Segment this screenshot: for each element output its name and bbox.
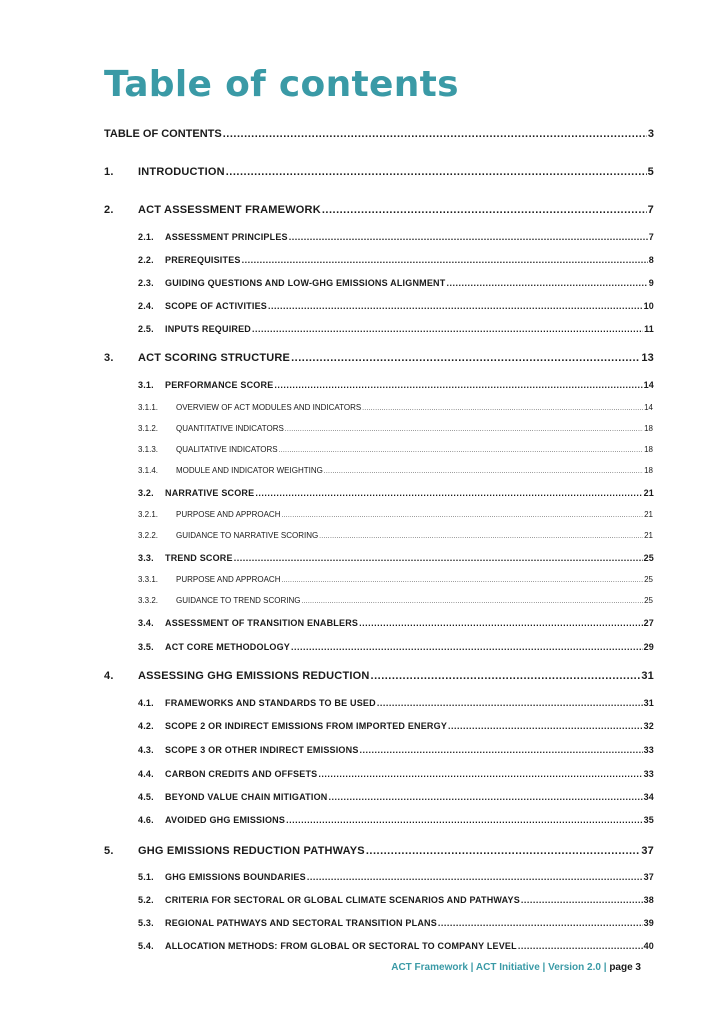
- toc-entry[interactable]: [138, 642, 654, 652]
- toc-entry-number: 4.4.: [138, 769, 154, 779]
- toc-entry-page: 14: [644, 403, 653, 412]
- toc-entry[interactable]: [138, 575, 653, 584]
- toc-leader-dots: [223, 128, 647, 140]
- toc-leader-dots: [279, 448, 643, 454]
- toc-entry-label: PURPOSE AND APPROACH: [176, 575, 281, 584]
- toc-entry-label: ASSESSMENT OF TRANSITION ENABLERS: [165, 618, 359, 628]
- toc-entry[interactable]: [138, 815, 654, 825]
- toc-entry[interactable]: [104, 204, 654, 216]
- toc-entry-number: 5.2.: [138, 895, 154, 905]
- toc-entry-page: 35: [643, 815, 654, 825]
- toc-entry-page: 33: [643, 745, 654, 755]
- toc-entry[interactable]: [138, 510, 653, 519]
- toc-entry-number: 2.3.: [138, 278, 154, 288]
- toc-leader-dots: [285, 427, 643, 433]
- toc-leader-dots: [242, 255, 648, 265]
- toc-entry-number: 3.: [104, 352, 114, 364]
- toc-entry-label: AVOIDED GHG EMISSIONS: [165, 815, 286, 825]
- toc-leader-dots: [438, 918, 643, 928]
- toc-entry-page: 21: [644, 531, 653, 540]
- toc-entry-label: QUANTITATIVE INDICATORS: [176, 424, 284, 433]
- toc-leader-dots: [521, 895, 643, 905]
- toc-entry-page: 40: [643, 941, 654, 951]
- toc-entry[interactable]: [138, 745, 654, 755]
- toc-leader-dots: [377, 698, 643, 708]
- toc-entry-label: CRITERIA FOR SECTORAL OR GLOBAL CLIMATE SCENARIOS AND PATHWAYS: [165, 895, 520, 905]
- toc-entry-label: NARRATIVE SCORE: [165, 488, 255, 498]
- toc-entry-label: SCOPE 2 OR INDIRECT EMISSIONS FROM IMPORTED ENERGY: [165, 721, 448, 731]
- toc-entry-page: 31: [643, 698, 654, 708]
- toc-entry[interactable]: [138, 721, 654, 731]
- toc-entry[interactable]: [138, 255, 654, 265]
- toc-entry-label: QUALITATIVE INDICATORS: [176, 445, 278, 454]
- toc-entry-label: GUIDANCE TO NARRATIVE SCORING: [176, 531, 319, 540]
- toc-entry-number: 3.5.: [138, 642, 154, 652]
- toc-entry[interactable]: [138, 445, 653, 454]
- toc-entry[interactable]: [104, 352, 654, 364]
- toc-leader-dots: [289, 232, 648, 242]
- toc-entry-page: 18: [644, 445, 653, 454]
- page-title: Table of contents: [104, 64, 459, 105]
- toc-entry-label: PERFORMANCE SCORE: [165, 380, 274, 390]
- toc-entry-page: 3: [647, 128, 654, 140]
- toc-entry-page: 37: [641, 845, 654, 857]
- toc-entry-page: 29: [643, 642, 654, 652]
- toc-leader-dots: [518, 941, 643, 951]
- toc-entry-page: 21: [643, 488, 654, 498]
- toc-leader-dots: [281, 513, 643, 519]
- toc-entry-page: 11: [644, 324, 654, 334]
- toc-leader-dots: [274, 380, 642, 390]
- toc-entry-label: BEYOND VALUE CHAIN MITIGATION: [165, 792, 328, 802]
- toc-entry-number: 3.3.1.: [138, 575, 159, 584]
- toc-entry[interactable]: [138, 324, 654, 334]
- toc-entry[interactable]: [138, 531, 653, 540]
- toc-entry-number: 5.: [104, 845, 114, 857]
- toc-entry[interactable]: [138, 232, 654, 242]
- toc-entry-label: GUIDANCE TO TREND SCORING: [176, 596, 301, 605]
- toc-entry-number: 2.5.: [138, 324, 154, 334]
- toc-entry[interactable]: [138, 792, 654, 802]
- toc-entry-label: INPUTS REQUIRED: [165, 324, 252, 334]
- toc-entry-number: 2.4.: [138, 301, 154, 311]
- toc-entry-page: 7: [648, 232, 654, 242]
- toc-entry-number: 4.6.: [138, 815, 154, 825]
- toc-entry-page: 34: [643, 792, 654, 802]
- toc-entry-number: 3.2.: [138, 488, 154, 498]
- toc-leader-dots: [446, 278, 647, 288]
- toc-entry-label: ASSESSING GHG EMISSIONS REDUCTION: [138, 670, 370, 682]
- toc-leader-dots: [234, 553, 643, 563]
- toc-entry-number: 3.1.2.: [138, 424, 159, 433]
- toc-entry-label: SCOPE 3 OR OTHER INDIRECT EMISSIONS: [165, 745, 359, 755]
- toc-entry-number: 3.2.1.: [138, 510, 159, 519]
- toc-entry-page: 18: [644, 466, 653, 475]
- toc-entry-number: 3.1.3.: [138, 445, 159, 454]
- toc-entry-number: 5.4.: [138, 941, 154, 951]
- toc-leader-dots: [359, 618, 642, 628]
- toc-entry[interactable]: [138, 698, 654, 708]
- toc-entry-page: 21: [644, 510, 653, 519]
- toc-entry-page: 27: [643, 618, 654, 628]
- toc-leader-dots: [252, 324, 643, 334]
- toc-entry[interactable]: [138, 466, 653, 475]
- page-footer: [391, 962, 641, 973]
- toc-entry-label: MODULE AND INDICATOR WEIGHTING: [176, 466, 323, 475]
- toc-entry-label: REGIONAL PATHWAYS AND SECTORAL TRANSITION PLANS: [165, 918, 437, 928]
- toc-entry-number: 3.3.: [138, 553, 154, 563]
- toc-entry-page: 31: [641, 670, 654, 682]
- toc-leader-dots: [324, 469, 643, 475]
- toc-entry-page: 7: [647, 204, 654, 216]
- toc-entry-label: ACT ASSESSMENT FRAMEWORK: [138, 204, 321, 216]
- toc-entry-page: 25: [643, 553, 654, 563]
- toc-entry-page: 25: [644, 596, 653, 605]
- toc-entry[interactable]: [138, 941, 654, 951]
- toc-leader-dots: [448, 721, 643, 731]
- toc-entry-number: 4.2.: [138, 721, 154, 731]
- toc-leader-dots: [318, 769, 642, 779]
- toc-entry[interactable]: [104, 128, 654, 140]
- toc-entry-label: TREND SCORE: [165, 553, 233, 563]
- toc-entry-label: GUIDING QUESTIONS AND LOW-GHG EMISSIONS ALIGNMENT: [165, 278, 446, 288]
- toc-entry[interactable]: [138, 380, 654, 390]
- toc-leader-dots: [291, 352, 640, 364]
- toc-entry[interactable]: [104, 166, 654, 178]
- toc-entry[interactable]: [138, 872, 654, 882]
- toc-entry-page: 9: [648, 278, 654, 288]
- toc-entry[interactable]: [138, 488, 654, 498]
- toc-leader-dots: [360, 745, 643, 755]
- toc-entry-label: PREREQUISITES: [165, 255, 241, 265]
- toc-entry[interactable]: [138, 403, 653, 412]
- toc-entry-label: ALLOCATION METHODS: FROM GLOBAL OR SECTORAL TO COMPANY LEVEL: [165, 941, 517, 951]
- toc-entry-number: 3.3.2.: [138, 596, 159, 605]
- toc-entry-page: 33: [643, 769, 654, 779]
- toc-entry-number: 3.1.1.: [138, 403, 159, 412]
- toc-entry-label: TABLE OF CONTENTS: [104, 128, 222, 140]
- toc-leader-dots: [268, 301, 643, 311]
- toc-entry-page: 37: [643, 872, 654, 882]
- toc-entry-number: 4.: [104, 670, 114, 682]
- toc-entry[interactable]: [138, 769, 654, 779]
- toc-entry-label: INTRODUCTION: [138, 166, 225, 178]
- toc-entry-page: 25: [644, 575, 653, 584]
- toc-entry-page: 39: [643, 918, 654, 928]
- toc-entry-page: 14: [643, 380, 654, 390]
- toc-entry-number: 2.1.: [138, 232, 154, 242]
- toc-entry-label: ACT SCORING STRUCTURE: [138, 352, 291, 364]
- toc-entry-label: FRAMEWORKS AND STANDARDS TO BE USED: [165, 698, 376, 708]
- toc-entry-number: 2.2.: [138, 255, 154, 265]
- toc-leader-dots: [319, 534, 643, 540]
- toc-entry[interactable]: [138, 618, 654, 628]
- toc-entry-number: 4.5.: [138, 792, 154, 802]
- toc-entry[interactable]: [138, 424, 653, 433]
- toc-entry-label: PURPOSE AND APPROACH: [176, 510, 281, 519]
- toc-entry-page: 18: [644, 424, 653, 433]
- footer-page-number: page 3: [609, 962, 641, 973]
- toc-entry-page: 10: [643, 301, 654, 311]
- toc-leader-dots: [371, 670, 641, 682]
- toc-leader-dots: [255, 488, 642, 498]
- toc-entry[interactable]: [138, 553, 654, 563]
- toc-entry-page: 32: [643, 721, 654, 731]
- toc-leader-dots: [291, 642, 643, 652]
- toc-entry-page: 8: [648, 255, 654, 265]
- toc-entry-label: ASSESSMENT PRINCIPLES: [165, 232, 288, 242]
- toc-entry-label: GHG EMISSIONS BOUNDARIES: [165, 872, 306, 882]
- toc-entry-label: GHG EMISSIONS REDUCTION PATHWAYS: [138, 845, 365, 857]
- toc-leader-dots: [301, 599, 643, 605]
- toc-leader-dots: [307, 872, 643, 882]
- toc-entry-page: 38: [643, 895, 654, 905]
- toc-entry-number: 3.1.: [138, 380, 154, 390]
- toc-entry-page: 5: [647, 166, 654, 178]
- toc-leader-dots: [366, 845, 641, 857]
- toc-entry[interactable]: [138, 596, 653, 605]
- toc-entry[interactable]: [138, 278, 654, 288]
- toc-entry[interactable]: [138, 301, 654, 311]
- toc-entry[interactable]: [138, 895, 654, 905]
- toc-entry-label: ACT CORE METHODOLOGY: [165, 642, 290, 652]
- toc-entry[interactable]: [104, 670, 654, 682]
- toc-entry-label: OVERVIEW OF ACT MODULES AND INDICATORS: [176, 403, 362, 412]
- toc-leader-dots: [226, 166, 647, 178]
- toc-entry[interactable]: [138, 918, 654, 928]
- toc-entry[interactable]: [104, 845, 654, 857]
- toc-entry-number: 5.1.: [138, 872, 154, 882]
- footer-text: ACT Framework | ACT Initiative | Version 2.0 |: [391, 962, 610, 973]
- toc-entry-label: CARBON CREDITS AND OFFSETS: [165, 769, 318, 779]
- toc-entry-number: 1.: [104, 166, 114, 178]
- toc-entry-number: 4.3.: [138, 745, 154, 755]
- toc-entry-number: 3.2.2.: [138, 531, 159, 540]
- toc-entry-label: SCOPE OF ACTIVITIES: [165, 301, 267, 311]
- toc-leader-dots: [281, 578, 643, 584]
- toc-entry-number: 3.4.: [138, 618, 154, 628]
- toc-entry-page: 13: [641, 352, 654, 364]
- toc-entry-number: 4.1.: [138, 698, 154, 708]
- toc-leader-dots: [328, 792, 642, 802]
- toc-leader-dots: [322, 204, 647, 216]
- toc-leader-dots: [286, 815, 643, 825]
- toc-entry-number: 2.: [104, 204, 114, 216]
- toc-leader-dots: [362, 406, 643, 412]
- toc-entry-number: 5.3.: [138, 918, 154, 928]
- toc-entry-number: 3.1.4.: [138, 466, 159, 475]
